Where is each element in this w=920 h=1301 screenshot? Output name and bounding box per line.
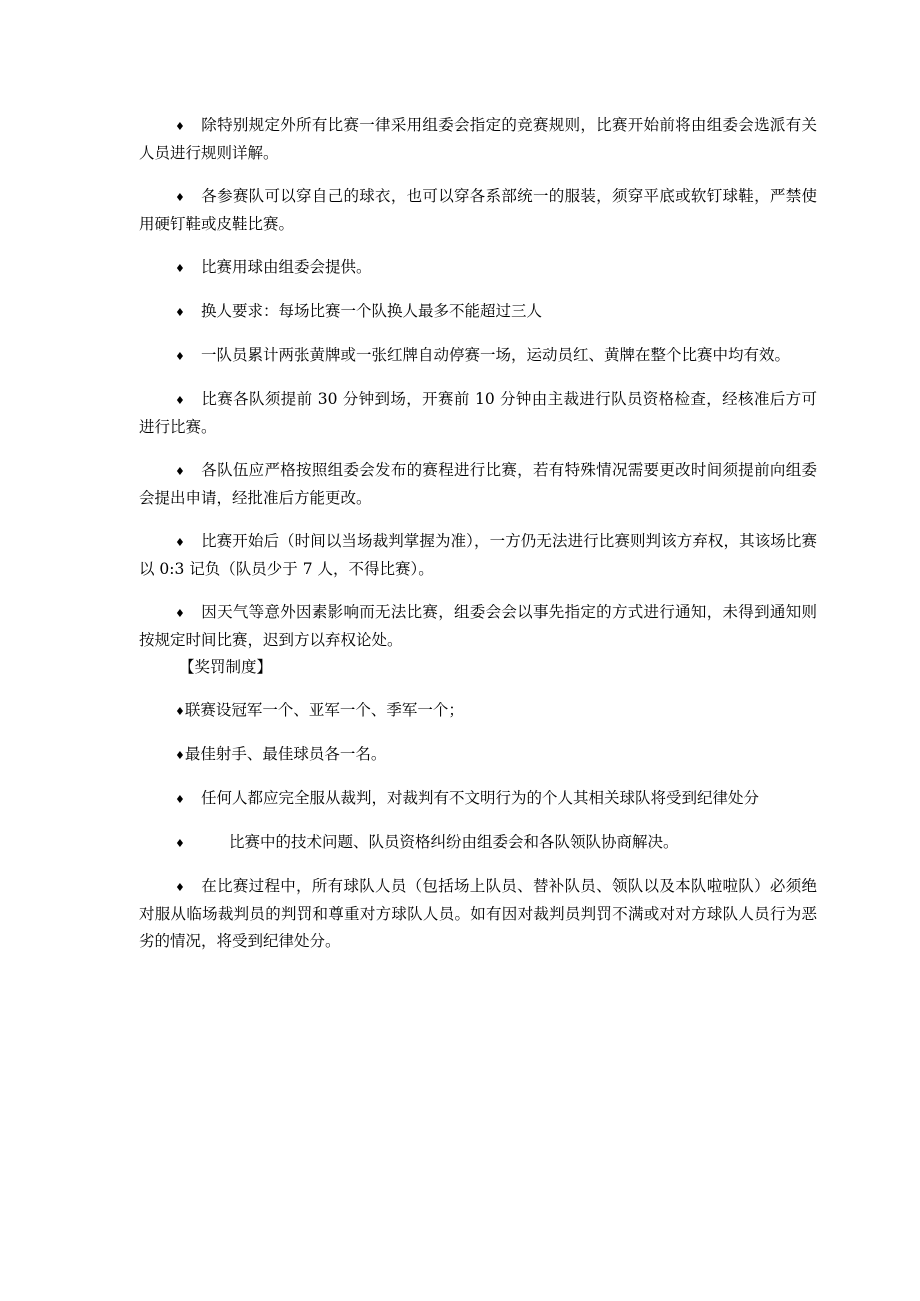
discipline-paragraph <box>139 829 817 857</box>
rule-text: 一队员累计两张黄牌或一张红牌自动停赛一场，运动员红、黄牌在整个比赛中均有效。 <box>201 346 791 364</box>
award-paragraph <box>139 741 817 769</box>
rule-text: 比赛用球由组委会提供。 <box>201 258 372 276</box>
rule-text: 因天气等意外因素影响而无法比赛，组委会会以事先指定的方式进行通知，未得到通知则按规定时间比赛，迟到方以弃权论处。 <box>139 603 817 649</box>
rule-paragraph <box>139 457 817 512</box>
rule-paragraph <box>139 342 817 370</box>
section-heading: 【奖罚制度】 <box>179 658 273 676</box>
diamond-bullet-icon: ♦ <box>175 793 185 806</box>
diamond-bullet-icon: ♦ <box>175 465 185 478</box>
discipline-text: 在比赛过程中，所有球队人员（包括场上队员、替补队员、领队以及本队啦啦队）必须绝对服从临场裁判员的判罚和尊重对方球队人员。如有因对裁判员判罚不满或对对方球队人员行为恶劣的情况，将受到纪律处分。 <box>139 877 817 950</box>
document-body <box>139 112 817 955</box>
rule-paragraph <box>139 298 817 326</box>
diamond-bullet-icon: ♦ <box>175 536 185 549</box>
rule-text: 比赛各队须提前 30 分钟到场，开赛前 10 分钟由主裁进行队员资格检查，经核准后方可进行比赛。 <box>139 390 817 436</box>
diamond-bullet-icon: ♦ <box>175 837 185 850</box>
diamond-bullet-icon: ♦ <box>175 705 185 718</box>
rule-paragraph <box>139 528 817 583</box>
rule-paragraph <box>139 254 817 282</box>
award-paragraph <box>139 697 817 725</box>
rule-paragraph <box>139 112 817 167</box>
rule-paragraph <box>139 599 817 654</box>
discipline-paragraph <box>139 785 817 813</box>
rule-text: 各参赛队可以穿自己的球衣，也可以穿各系部统一的服装，须穿平底或软钉球鞋，严禁使用硬钉鞋或皮鞋比赛。 <box>139 187 817 233</box>
diamond-bullet-icon: ♦ <box>175 120 185 133</box>
discipline-text: 任何人都应完全服从裁判，对裁判有不文明行为的个人其相关球队将受到纪律处分 <box>201 789 760 807</box>
award-text: 最佳射手、最佳球员各一名。 <box>184 745 387 763</box>
diamond-bullet-icon: ♦ <box>175 350 185 363</box>
diamond-bullet-icon: ♦ <box>175 749 185 762</box>
rule-paragraph <box>139 386 817 441</box>
rule-paragraph <box>139 183 817 238</box>
award-text: 联赛设冠军一个、亚军一个、季军一个； <box>184 701 464 719</box>
diamond-bullet-icon: ♦ <box>175 607 185 620</box>
rule-text: 各队伍应严格按照组委会发布的赛程进行比赛，若有特殊情况需要更改时间须提前向组委会提出申请，经批准后方能更改。 <box>139 461 817 507</box>
diamond-bullet-icon: ♦ <box>175 262 185 275</box>
rule-text: 换人要求：每场比赛一个队换人最多不能超过三人 <box>201 302 543 320</box>
discipline-text: 比赛中的技术问题、队员资格纠纷由组委会和各队领队协商解决。 <box>229 833 679 851</box>
diamond-bullet-icon: ♦ <box>175 394 185 407</box>
diamond-bullet-icon: ♦ <box>175 306 185 319</box>
discipline-paragraph <box>139 873 817 955</box>
rule-text: 比赛开始后（时间以当场裁判掌握为准），一方仍无法进行比赛则判该方弃权，其该场比赛以 0:3 记负（队员少于 7 人，不得比赛）。 <box>139 532 817 578</box>
rule-text: 除特别规定外所有比赛一律采用组委会指定的竞赛规则，比赛开始前将由组委会选派有关人员进行规则详解。 <box>139 116 817 162</box>
diamond-bullet-icon: ♦ <box>175 191 185 204</box>
diamond-bullet-icon: ♦ <box>175 881 185 894</box>
